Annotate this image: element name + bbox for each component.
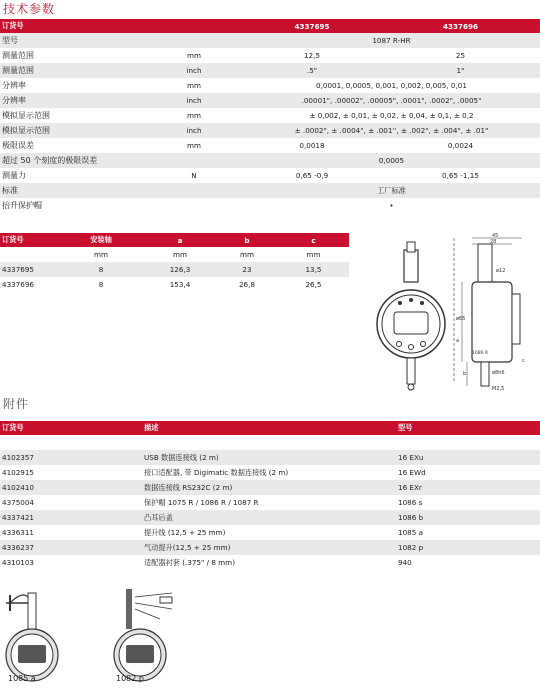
spec-label: 型号: [0, 33, 145, 48]
spec-unit: mm: [186, 81, 201, 90]
dim-cell: 13,5: [278, 262, 349, 277]
spec-unit: mm: [186, 51, 201, 60]
dim-cell: 4337695: [0, 262, 58, 277]
spec-row: [0, 138, 540, 153]
dim-label-m25: M2,5: [492, 386, 505, 392]
spec-unit: inch: [145, 123, 243, 138]
dim-header-axis: 安装轴: [58, 233, 144, 247]
spec-value: ± .0002", ± .0004", ± .001'', ± .002", ± .004", ± .01": [243, 123, 540, 138]
dim-unit: mm: [306, 250, 321, 259]
accessory-row: [0, 540, 540, 555]
accessory-pictures: [0, 583, 300, 683]
accessory-type: 1086 b: [396, 510, 540, 525]
side-view: [454, 238, 522, 386]
accessory-desc: 提升线 (12,5 + 25 mm): [144, 527, 226, 537]
spec-value: 1087 R-HR: [243, 33, 540, 48]
spec-row: [0, 108, 540, 123]
accessory-row: [0, 480, 540, 495]
accessory-row: [0, 465, 540, 480]
accessory-row: [0, 510, 540, 525]
dim-label-d65: ø65: [456, 316, 466, 322]
spec-label: 测量力: [2, 171, 26, 180]
accessory-desc: 接口适配器, 带 Digimatic 数据连接线 (2 m): [144, 467, 289, 477]
spec-label: 抬升保护帽: [2, 201, 42, 210]
spec-row: [0, 63, 540, 78]
dim-cell: 26,5: [305, 280, 322, 289]
accessory-order: 4336237: [0, 540, 142, 555]
accessory-type: 1086 s: [398, 498, 423, 507]
dimension-row: [0, 262, 349, 277]
accessory-order: 4102915: [2, 468, 35, 477]
accessory-type: 16 EXu: [396, 450, 540, 465]
accessory-row: [0, 450, 540, 465]
spec-row: [0, 78, 540, 93]
spec-row: [0, 183, 540, 198]
dim-label-c: c: [522, 358, 525, 364]
spec-value: 工厂标准: [243, 183, 540, 198]
spec-row: [0, 33, 540, 48]
dim-label-45: 45: [492, 233, 499, 239]
dimension-row: [0, 277, 349, 292]
spec-label: 标准: [0, 183, 145, 198]
accessories-spacer-row: [0, 435, 540, 450]
spec-label: 超过 50 个刻度的极限误差: [0, 153, 145, 168]
accessories-table: [0, 421, 540, 570]
accessory-desc: USB 数据连接线 (2 m): [142, 450, 396, 465]
accessory-order: 4310103: [2, 558, 35, 567]
accessory-order: 4336311: [2, 528, 35, 537]
spec-unit: inch: [145, 93, 243, 108]
dim-cell: 126,3: [144, 262, 216, 277]
spec-row: [0, 168, 540, 183]
dim-cell: 4337696: [2, 280, 35, 289]
accessories-header-row: [0, 421, 540, 435]
spec-row: [0, 48, 540, 63]
spec-value: .5": [243, 63, 381, 78]
spec-table: [0, 19, 540, 213]
spec-header-row: [0, 19, 540, 33]
spec-unit: [145, 153, 243, 168]
dim-cell: 26,8: [238, 280, 255, 289]
spec-label: 分辨率: [2, 81, 26, 90]
dim-label-a: a: [456, 338, 460, 344]
spec-value: 0,0005: [243, 153, 540, 168]
spec-value: ± 0,002, ± 0,01, ± 0,02, ± 0,04, ± 0,1, ± 0,2: [309, 111, 474, 120]
accessory-type: 1085 a: [398, 528, 423, 537]
spec-header-unit: [145, 19, 243, 33]
spec-label: 测量范围: [2, 51, 34, 60]
accessory-order: 4337421: [0, 510, 142, 525]
spec-unit: inch: [145, 63, 243, 78]
dim-unit: mm: [172, 250, 187, 259]
indicator-technical-drawing: [372, 232, 532, 402]
accessory-order: 4102410: [0, 480, 142, 495]
dim-cell: 8: [58, 262, 144, 277]
spec-row: [0, 153, 540, 168]
spec-header-col2: 4337696: [381, 19, 540, 33]
spec-unit: mm: [186, 141, 201, 150]
acc-header-order: 订货号: [0, 421, 142, 435]
dim-unit: mm: [93, 250, 108, 259]
spec-value: •: [389, 201, 394, 210]
dimension-unit-row: [0, 247, 349, 262]
spec-value: 12,5: [303, 51, 320, 60]
spec-value: 0,65 -1,15: [442, 171, 479, 180]
accessory-order: 4102357: [0, 450, 142, 465]
spec-label: 极限误差: [2, 141, 34, 150]
pneumatic-lift-picture: [114, 589, 172, 681]
spec-unit: N: [191, 171, 197, 180]
dim-header-a: a: [144, 233, 216, 247]
spec-label: 模拟显示范围: [0, 123, 145, 138]
dim-cell: 23: [216, 262, 278, 277]
acc-header-desc: 描述: [142, 421, 396, 435]
accessory-type: 1082 p: [396, 540, 540, 555]
spec-value: 0,65 -0,9: [295, 171, 329, 180]
caption-1085a: 1085 a: [8, 674, 36, 683]
spec-row: [0, 198, 540, 213]
spec-value: 0,0024: [447, 141, 474, 150]
dim-label-28: 28: [490, 239, 497, 245]
dim-header-b: b: [216, 233, 278, 247]
dimension-header-row: [0, 233, 349, 247]
accessory-type: 16 EXr: [396, 480, 540, 495]
spec-value: 0,0018: [299, 141, 325, 150]
front-view: [377, 242, 445, 390]
spec-row: [0, 93, 540, 108]
page-title: 技术参数: [3, 2, 56, 16]
spec-unit: [145, 198, 243, 213]
dim-cell: 8: [98, 280, 104, 289]
spec-unit: [145, 33, 243, 48]
dim-header-c: c: [278, 233, 349, 247]
dim-label-b: b: [463, 371, 467, 377]
dimension-table: [0, 233, 349, 292]
spec-label: 分辨率: [0, 93, 145, 108]
accessory-row: [0, 555, 540, 570]
spec-label: 测量范围: [0, 63, 145, 78]
accessories-title: 附件: [3, 397, 30, 411]
spec-label: 模拟显示范围: [2, 111, 50, 120]
accessory-desc: 气动提升(12,5 + 25 mm): [142, 540, 396, 555]
accessory-type: 16 EWd: [398, 468, 426, 477]
dim-label-model: 1086 R: [472, 351, 489, 356]
spec-value: 0,0001, 0,0005, 0,001, 0,002, 0,005, 0,01: [316, 81, 467, 90]
lifting-cable-picture: [6, 593, 58, 681]
accessory-desc: 保护帽 1075 R / 1086 R / 1087 R: [144, 497, 259, 507]
accessory-desc: 凸耳后盖: [142, 510, 396, 525]
dim-label-d8: ø8h6: [492, 370, 505, 376]
dim-unit: [0, 247, 58, 262]
accessory-type: 940: [398, 558, 412, 567]
accessory-row: [0, 525, 540, 540]
spec-value: .00001", .00002", .00005", .0001", .0002", .0005": [243, 93, 540, 108]
accessory-row: [0, 495, 540, 510]
dim-label-d12: ø12: [496, 268, 506, 274]
dim-cell: 153,4: [169, 280, 191, 289]
caption-1082p: 1082 p: [116, 674, 144, 683]
accessory-desc: 数据连接线 RS232C (2 m): [142, 480, 396, 495]
spec-header-order: 订货号: [0, 19, 145, 33]
spec-unit: mm: [186, 111, 201, 120]
dim-header-order: 订货号: [0, 233, 58, 247]
spec-unit: [145, 183, 243, 198]
acc-header-type: 型号: [396, 421, 540, 435]
spec-value: 1": [381, 63, 540, 78]
spec-header-col1: 4337695: [243, 19, 381, 33]
accessory-desc: 适配器衬套 (.375" / 8 mm): [144, 557, 235, 567]
spec-row: [0, 123, 540, 138]
dim-unit: mm: [239, 250, 254, 259]
spec-value: 25: [455, 51, 466, 60]
accessory-order: 4375004: [2, 498, 35, 507]
